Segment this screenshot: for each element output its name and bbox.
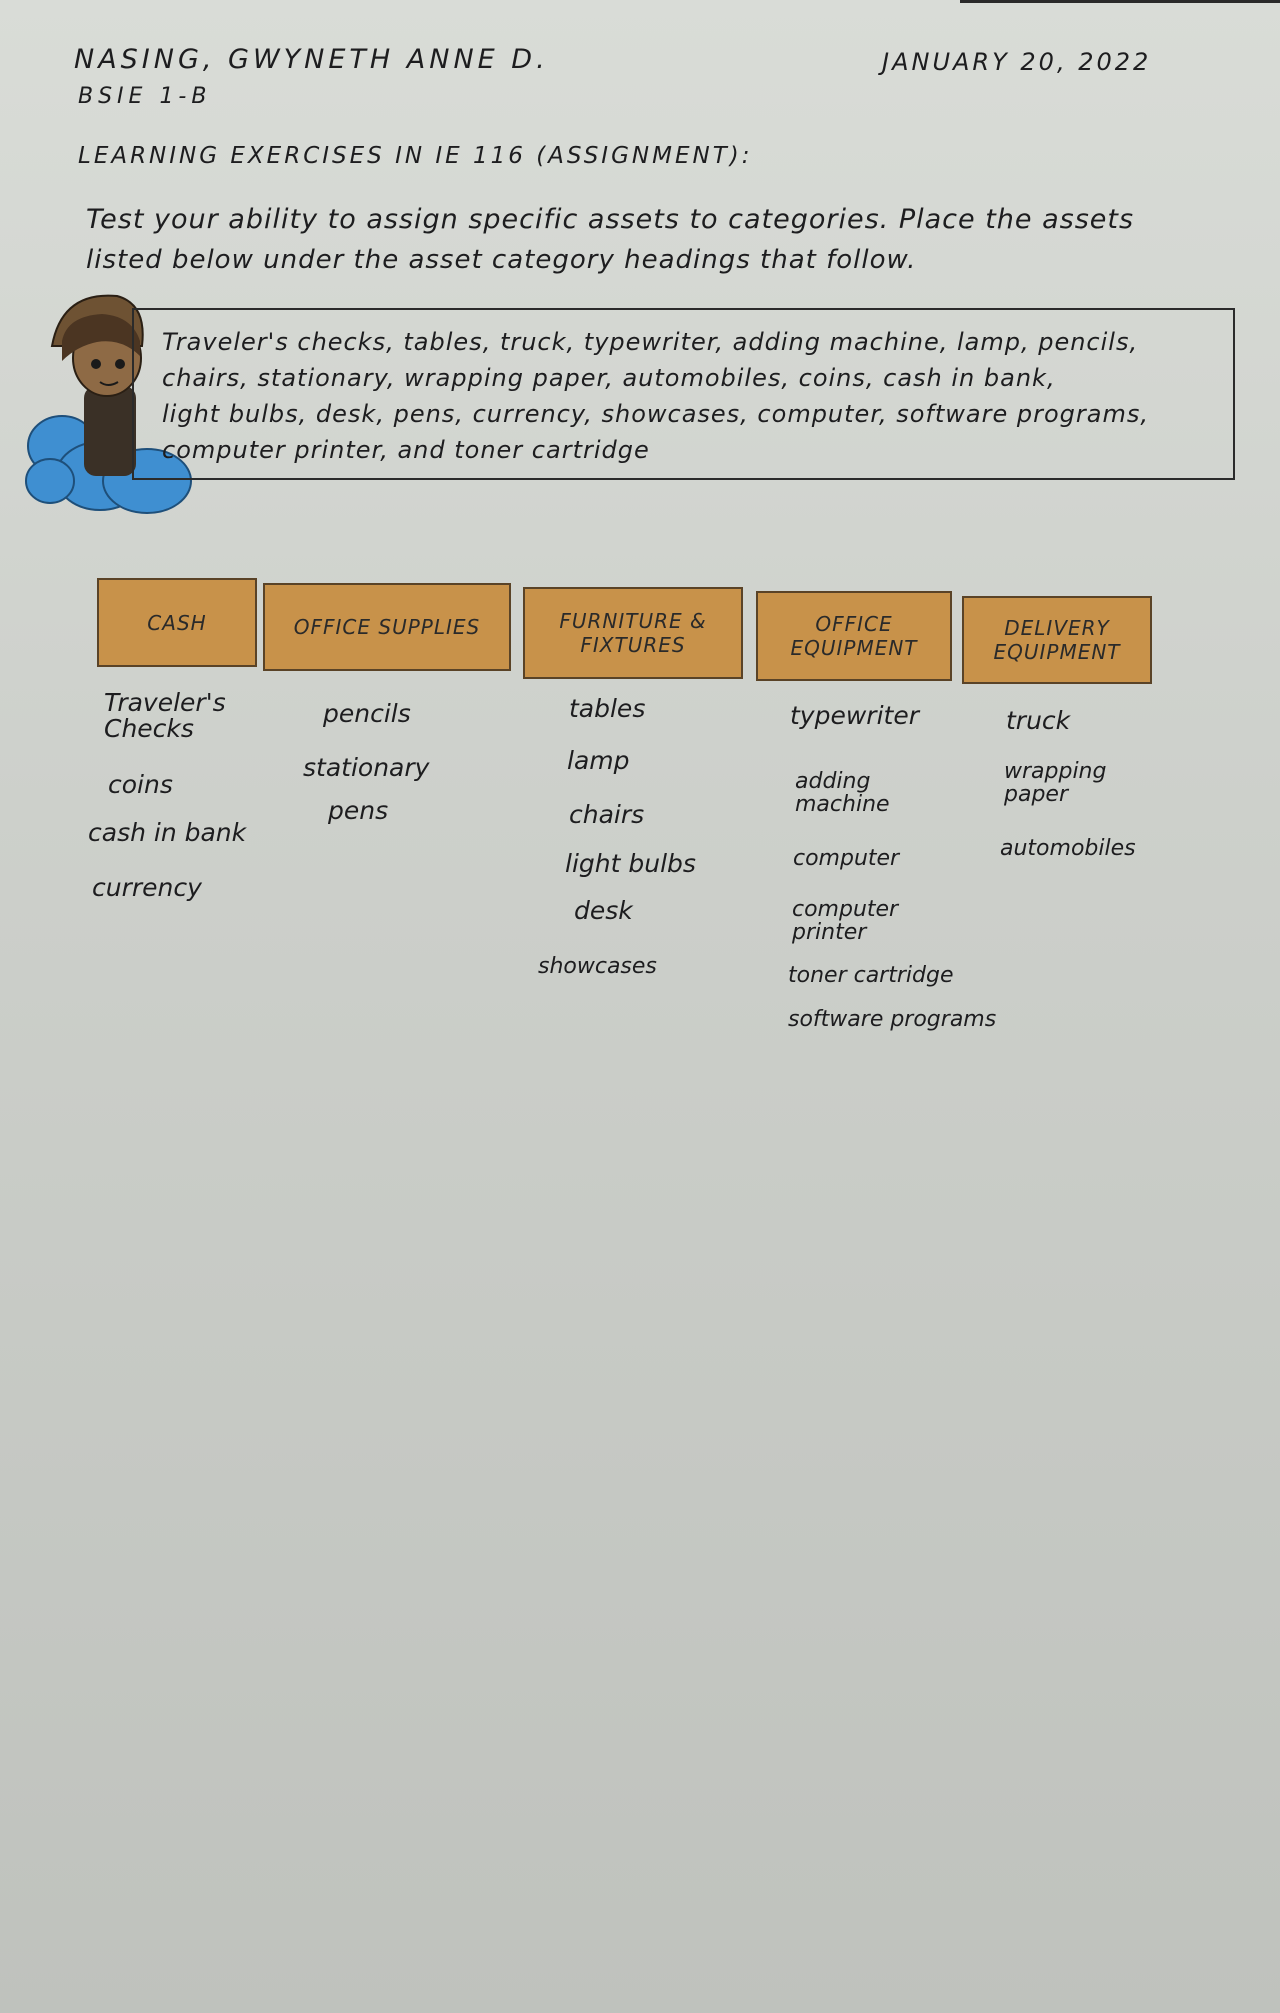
furniture-item-lamp: lamp xyxy=(567,746,630,775)
asset-list-box xyxy=(132,308,1235,480)
furniture-item-desk: desk xyxy=(574,896,633,925)
office-supplies-item-pens: pens xyxy=(328,796,389,825)
instructions-line-2: listed below under the asset category headings that follow. xyxy=(86,245,917,275)
instructions-line-1: Test your ability to assign specific assets to categories. Place the assets xyxy=(86,204,1135,235)
office-equipment-item-software-programs: software programs xyxy=(788,1007,997,1032)
delivery-item-wrapping-paper: wrapping paper xyxy=(1004,759,1107,808)
furniture-item-light-bulbs: light bulbs xyxy=(565,849,696,878)
date: JANUARY 20, 2022 xyxy=(882,48,1152,76)
section: BSIE 1-B xyxy=(78,84,212,109)
cash-item-coins: coins xyxy=(108,770,173,799)
furniture-item-showcases: showcases xyxy=(538,954,657,979)
furniture-item-chairs: chairs xyxy=(569,800,645,829)
asset-list-line-1: Traveler's checks, tables, truck, typewriter, adding machine, lamp, pencils, xyxy=(162,328,1139,356)
office-equipment-item-typewriter: typewriter xyxy=(790,701,919,730)
cash-item-cash-in-bank: cash in bank xyxy=(88,818,247,847)
category-header-office-supplies: OFFICE SUPPLIES xyxy=(263,583,511,671)
furniture-item-tables: tables xyxy=(569,694,646,723)
office-supplies-item-stationary: stationary xyxy=(303,753,430,782)
category-header-office-equipment: OFFICE EQUIPMENT xyxy=(756,591,952,681)
office-equipment-item-toner-cartridge: toner cartridge xyxy=(788,963,954,988)
page-top-edge xyxy=(960,0,1280,3)
exercise-title: LEARNING EXERCISES IN IE 116 (ASSIGNMENT): xyxy=(78,143,753,169)
cash-item-currency: currency xyxy=(92,873,202,902)
office-equipment-item-computer: computer xyxy=(793,846,900,871)
delivery-item-truck: truck xyxy=(1006,706,1071,735)
office-equipment-item-computer-printer: computer printer xyxy=(792,897,899,946)
asset-list-line-3: light bulbs, desk, pens, currency, showcases, computer, software programs, xyxy=(162,400,1149,428)
asset-list-line-4: computer printer, and toner cartridge xyxy=(162,436,650,464)
category-header-delivery-equipment: DELIVERY EQUIPMENT xyxy=(962,596,1152,684)
office-equipment-item-adding-machine: adding machine xyxy=(795,769,890,818)
delivery-item-automobiles: automobiles xyxy=(1000,836,1136,861)
category-header-cash: CASH xyxy=(97,578,257,667)
student-name: NASING, GWYNETH ANNE D. xyxy=(74,44,549,75)
category-header-furniture-fixtures: FURNITURE & FIXTURES xyxy=(523,587,743,679)
office-supplies-item-pencils: pencils xyxy=(323,699,411,728)
cash-item-travelers-checks: Traveler's Checks xyxy=(104,688,226,744)
asset-list-line-2: chairs, stationary, wrapping paper, automobiles, coins, cash in bank, xyxy=(162,364,1056,392)
